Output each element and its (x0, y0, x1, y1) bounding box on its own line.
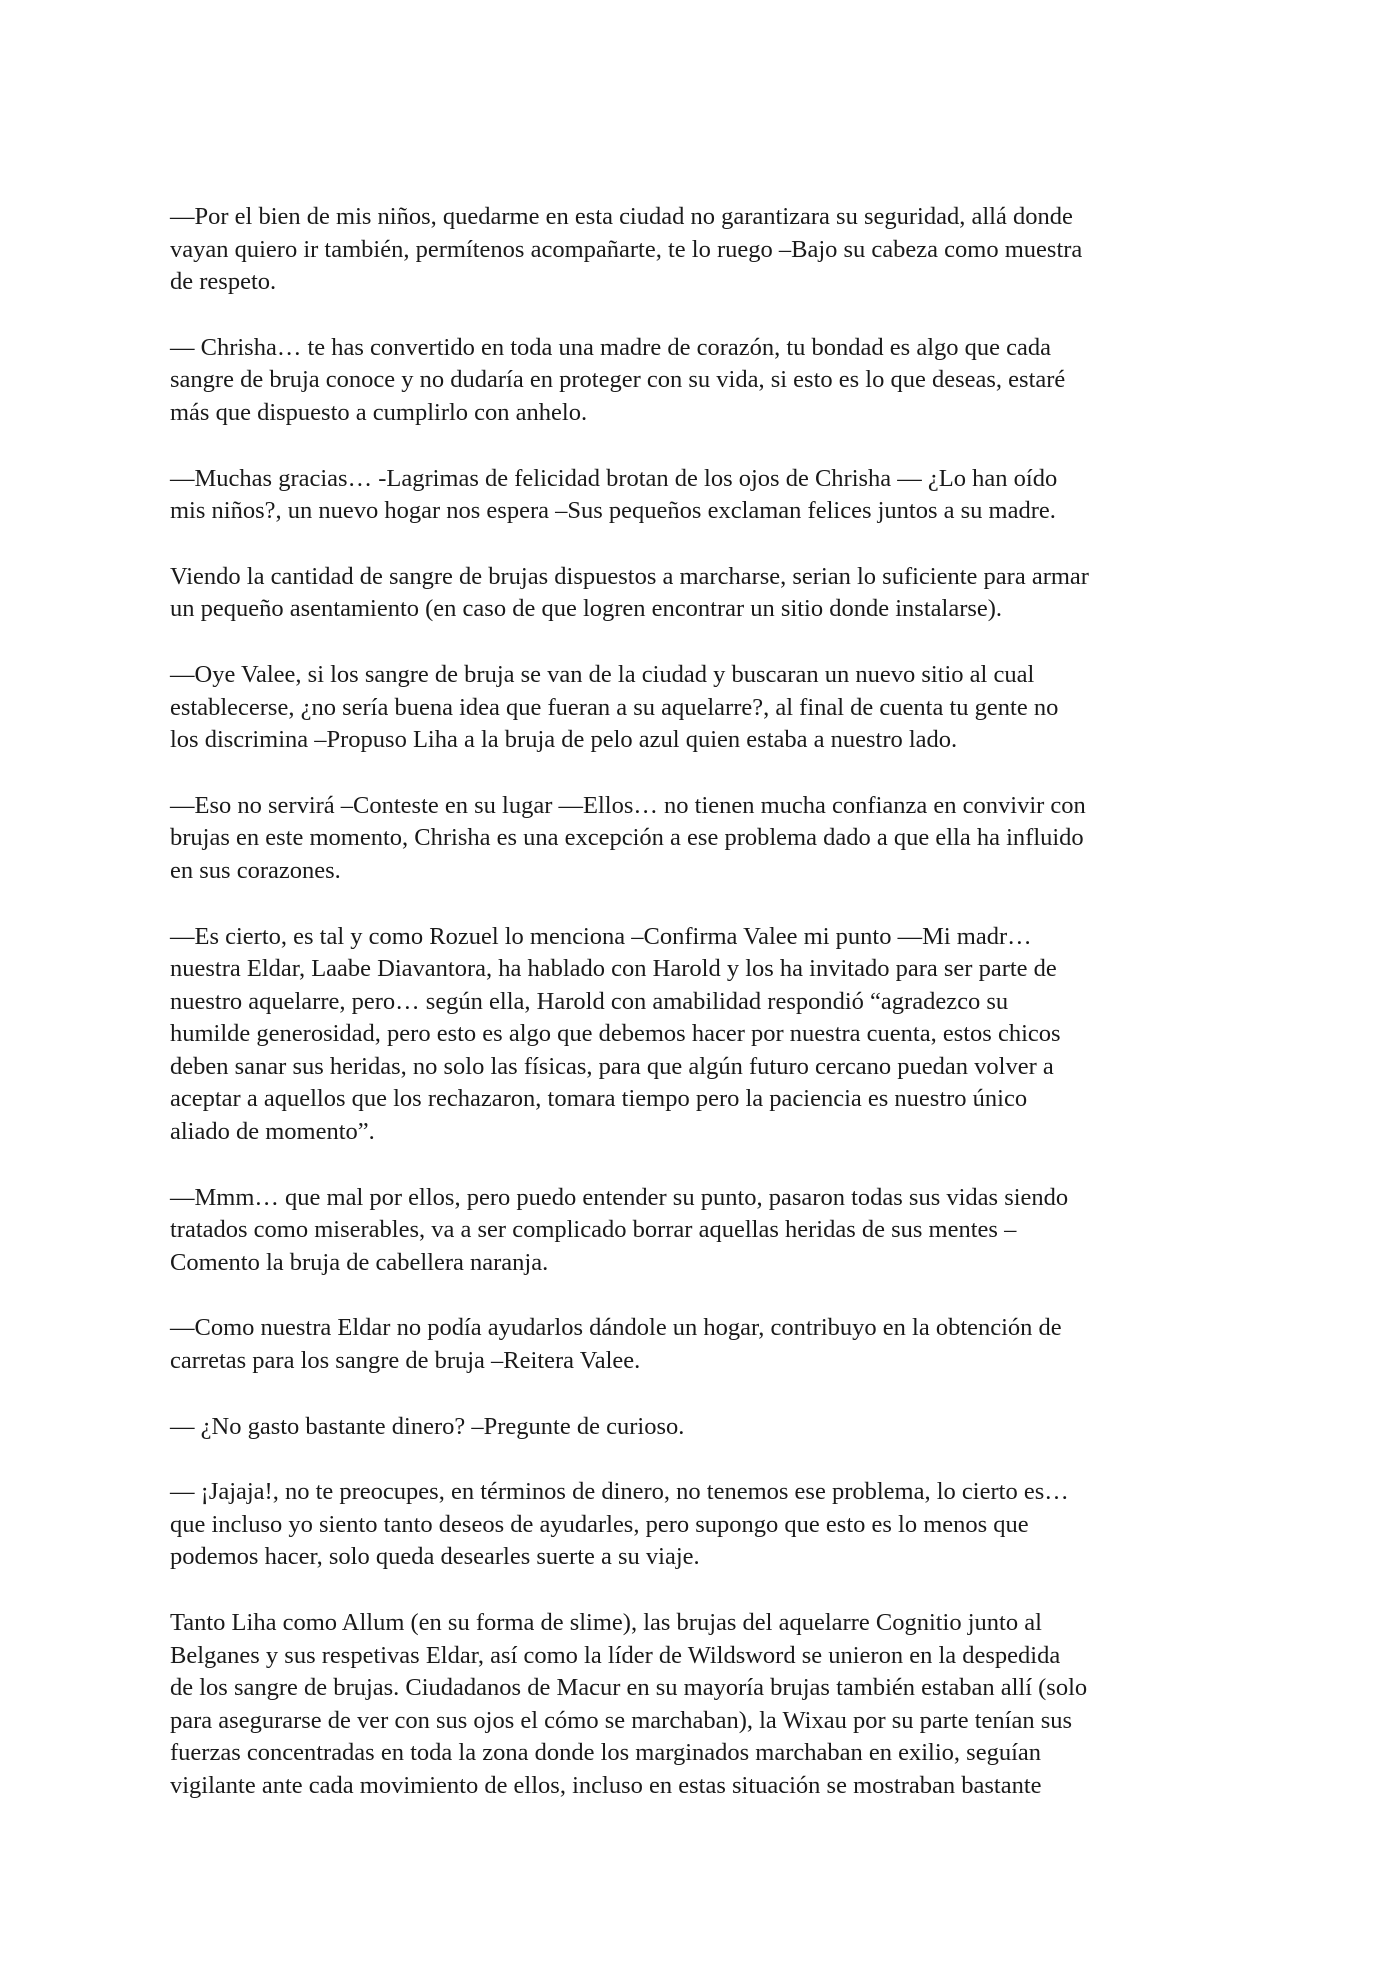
text-line: vigilante ante cada movimiento de ellos, incluso en estas situación se mostraban bastante (170, 1771, 1042, 1799)
text-line: — Chrisha… te has convertido en toda una madre de corazón, tu bondad es algo que cada (170, 333, 1052, 361)
text-line: de respeto. (170, 268, 277, 296)
text-line: nuestro aquelarre, pero… según ella, Harold con amabilidad respondió “agradezco su (170, 987, 1009, 1015)
text-line: aliado de momento”. (170, 1118, 375, 1146)
paragraph (170, 1607, 1240, 1803)
text-line: deben sanar sus heridas, no solo las físicas, para que algún futuro cercano puedan volver a (170, 1052, 1054, 1080)
paragraph (170, 1312, 1240, 1377)
text-line: un pequeño asentamiento (en caso de que logren encontrar un sitio donde instalarse). (170, 595, 1003, 623)
text-line: en sus corazones. (170, 856, 341, 884)
text-line: — ¡Jajaja!, no te preocupes, en términos de dinero, no tenemos ese problema, lo cierto es… (170, 1478, 1069, 1506)
text-line: aceptar a aquellos que los rechazaron, tomara tiempo pero la paciencia es nuestro único (170, 1085, 1028, 1113)
paragraph (170, 463, 1240, 528)
text-line: —Eso no servirá –Conteste en su lugar —Ellos… no tienen mucha confianza en convivir con (170, 791, 1086, 819)
text-line: — ¿No gasto bastante dinero? –Pregunte de curioso. (170, 1412, 685, 1440)
text-line: humilde generosidad, pero esto es algo que debemos hacer por nuestra cuenta, estos chicos (170, 1020, 1061, 1048)
text-line: —Como nuestra Eldar no podía ayudarlos dándole un hogar, contribuyo en la obtención de (170, 1314, 1062, 1342)
paragraph (170, 1476, 1240, 1574)
text-line: Belganes y sus respetivas Eldar, así como la líder de Wildsword se unieron en la despedida (170, 1641, 1061, 1669)
text-line: fuerzas concentradas en toda la zona donde los marginados marchaban en exilio, seguían (170, 1739, 1042, 1767)
text-line: tratados como miserables, va a ser complicado borrar aquellas heridas de sus mentes – (170, 1216, 1017, 1244)
text-line: —Oye Valee, si los sangre de bruja se van de la ciudad y buscaran un nuevo sitio al cual (170, 660, 1035, 688)
paragraph (170, 561, 1240, 626)
text-line: los discrimina –Propuso Liha a la bruja de pelo azul quien estaba a nuestro lado. (170, 726, 958, 754)
text-line: que incluso yo siento tanto deseos de ayudarles, pero supongo que esto es lo menos que (170, 1510, 1029, 1538)
text-line: establecerse, ¿no sería buena idea que fueran a su aquelarre?, al final de cuenta tu gente no (170, 693, 1059, 721)
text-line: Tanto Liha como Allum (en su forma de slime), las brujas del aquelarre Cognitio junto al (170, 1609, 1042, 1636)
text-line: para asegurarse de ver con sus ojos el cómo se marchaban), la Wixau por su parte tenían sus (170, 1706, 1073, 1734)
paragraph (170, 1182, 1240, 1280)
paragraph (170, 201, 1240, 299)
text-line: —Muchas gracias… -Lagrimas de felicidad brotan de los ojos de Chrisha — ¿Lo han oído (170, 464, 1058, 492)
text-line: nuestra Eldar, Laabe Diavantora, ha hablado con Harold y los ha invitado para ser parte de (170, 955, 1057, 983)
text-line: brujas en este momento, Chrisha es una excepción a ese problema dado a que ella ha influido (170, 824, 1084, 852)
text-line: Comento la bruja de cabellera naranja. (170, 1248, 549, 1276)
text-line: sangre de bruja conoce y no dudaría en proteger con su vida, si esto es lo que deseas, estaré (170, 366, 1066, 394)
text-line: de los sangre de brujas. Ciudadanos de Macur en su mayoría brujas también estaban allí (solo (170, 1674, 1088, 1702)
text-line: carretas para los sangre de bruja –Reitera Valee. (170, 1347, 641, 1375)
paragraph (170, 1411, 1240, 1444)
text-line: mis niños?, un nuevo hogar nos espera –Sus pequeños exclaman felices juntos a su madre. (170, 497, 1056, 525)
text-line: Viendo la cantidad de sangre de brujas dispuestos a marcharse, serian lo suficiente para armar (170, 562, 1089, 590)
text-line: —Por el bien de mis niños, quedarme en esta ciudad no garantizara su seguridad, allá donde (170, 203, 1073, 230)
text-line: podemos hacer, solo queda desearles suerte a su viaje. (170, 1543, 700, 1571)
paragraph (170, 790, 1240, 888)
text-line: —Es cierto, es tal y como Rozuel lo menciona –Confirma Valee mi punto —Mi madr… (170, 922, 1032, 950)
paragraph (170, 332, 1240, 430)
paragraph (170, 659, 1240, 757)
document-body (170, 201, 1240, 1836)
paragraph (170, 921, 1240, 1149)
text-line: —Mmm… que mal por ellos, pero puedo entender su punto, pasaron todas sus vidas siendo (170, 1183, 1069, 1211)
text-line: más que dispuesto a cumplirlo con anhelo. (170, 398, 588, 426)
text-line: vayan quiero ir también, permítenos acompañarte, te lo ruego –Bajo su cabeza como muestra (170, 235, 1083, 263)
